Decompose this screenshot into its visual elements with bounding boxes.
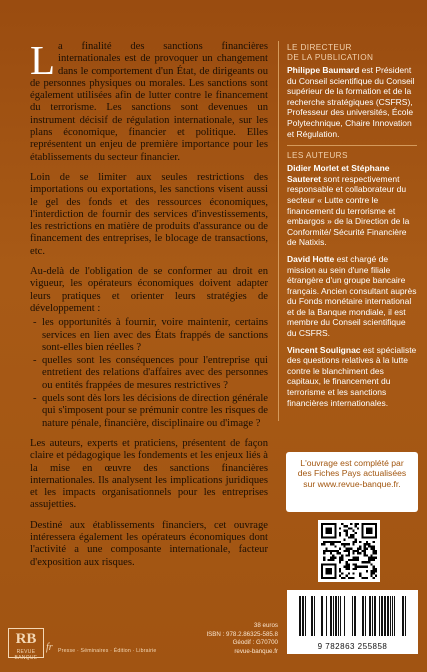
summary-column — [30, 37, 268, 577]
author-bio-1: Didier Morlet et Stéphane Sauteret sont respectivement responsable et collaborateur du secteur « Lutte contre le financement du terrorisme et embargos » de la Direction de la Conformité/ Sécurité Financière de Natixis. — [287, 163, 410, 248]
price: 38 euros — [253, 622, 278, 629]
author-bio-3: Vincent Soulignac est spécialiste des questions relatives à la lutte contre le blanchiment des capitaux, le financement du terrorisme et les sanctions financières internationales. — [287, 344, 417, 408]
questions-intro: Au-delà de l'obligation de se conformer au droit en vigueur, les opérateurs économiques doivent adapter leurs pratiques et orienter leurs stratégies de développement : — [30, 266, 268, 314]
intro-paragraph: La finalité des sanctions financières internationales est de provoquer un changement dans le comportement d'un État, de dirigeants ou de personnes physiques ou morales. Les sanctions sont également utilisées afin de lutter contre le financement du terrorisme. Les sanctions sont devenues un instrument décisif de régulation internationale, sur les plans économique, financier et politique. Elles représentent un enjeu de première importance pour les établissements du secteur financier. — [30, 37, 268, 163]
author-name: David Hotte — [287, 253, 335, 264]
authors-paragraph: Les auteurs, experts et praticiens, présentent de façon claire et pédagogique les fondements et les enjeux liés à la mise en œuvre des sanctions financières internationales. Ils analysent les implications juridiques et les impacts organisationnels pour les entreprises assujetties. — [30, 437, 268, 511]
contributors-column — [287, 43, 417, 414]
author-bio-2: David Hotte est chargé de mission au sein d'une filiale étrangère d'un groupe bancaire français. Ancien consultant auprès du Fonds monétaire international et de la Banque mondiale, il est membre du Conseil scientifique du CSFRS. — [287, 253, 417, 339]
qr-code-icon — [321, 523, 377, 579]
director-name: Philippe Baumard — [287, 65, 360, 75]
publication-info — [200, 622, 278, 656]
publisher-website: revue-banque.fr — [234, 647, 278, 655]
qr-code[interactable] — [318, 520, 380, 582]
question-item: - quels sont dès lors les décisions de direction générale qui s'imposent pour se prémunir contre les risques de nature pénale, financière, disciplinaire ou d'image ? — [30, 393, 268, 430]
author-name: Vincent Soulignac — [287, 344, 361, 355]
website-info-box: L'ouvrage est complété par des Fiches Pays actualisées sur www.revue-banque.fr. — [286, 452, 418, 512]
director-heading: LE DIRECTEUR DE LA PUBLICATION — [287, 43, 374, 62]
section-rule — [287, 145, 417, 146]
director-bio: Philippe Baumard est Président du Conseil scientifique du Conseil supérieur de la formation et de la recherche stratégiques (CSFRS), Professeur des universités, École Polytechnique, Chaire Innovation et Régulation. — [287, 65, 415, 139]
publisher-logo-fr: fr — [46, 642, 53, 653]
question-item: - les opportunités à fournir, voire maintenir, certains services en lien avec des États frappés de sanctions sont-elles bien réelles ? — [30, 317, 268, 354]
publisher-logo: RB REVUE BANQUE — [8, 628, 44, 658]
barcode-icon — [287, 590, 418, 642]
author-names: Didier Morlet et Stéphane Sauteret — [287, 163, 390, 184]
scope-paragraph: Loin de se limiter aux seules restrictions des importations ou exportations, les sanctions visent aussi le gel des fonds et des ressources économiques, l'interdiction de fournir des services d'investissements, les restrictions en matière de produits d'assurance ou de financement des entreprises, le blocage de transactions, etc. — [30, 171, 268, 257]
barcode-number: 9 782863 255858 — [317, 642, 388, 651]
publisher-tagline: Presse · Séminaires · Édition · Librairie — [58, 648, 157, 654]
questions-list — [30, 317, 268, 430]
question-item: - quelles sont les conséquences pour l'entreprise qui entretient des relations d'affaires avec des personnes ou entités frappées de mesures restrictives ? — [30, 355, 268, 392]
audience-paragraph: Destiné aux établissements financiers, cet ouvrage intéressera également les opérateurs économiques dont l'activité a une composante internationale, facteur d'exposition aux risques. — [30, 519, 268, 568]
authors-heading: LES AUTEURS — [287, 151, 348, 161]
isbn-barcode — [287, 590, 418, 654]
geodif-code: Géodif : G70700 — [232, 639, 278, 647]
isbn: ISBN : 978.2.86325-585.8 — [206, 630, 278, 638]
column-divider — [278, 41, 279, 421]
